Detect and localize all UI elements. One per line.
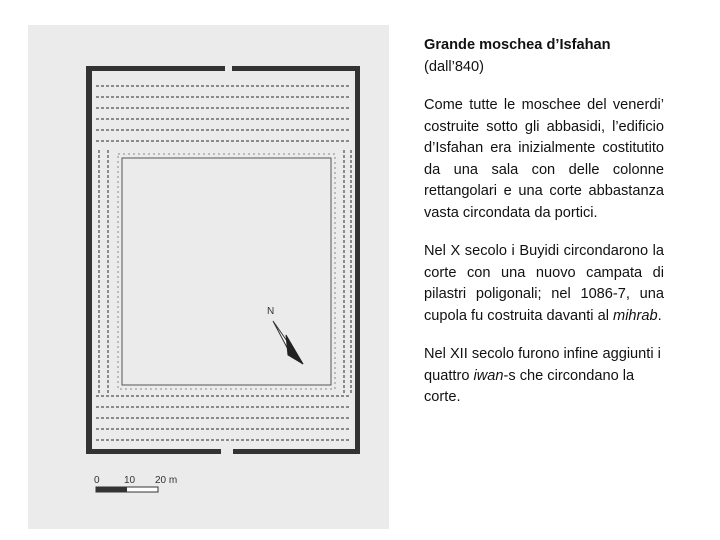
scale-label-20: 20 m <box>155 475 178 486</box>
page-title: Grande moschea d’Isfahan <box>424 37 611 53</box>
iwan-term: iwan <box>473 367 504 384</box>
courtyard <box>122 158 331 385</box>
north-arrow-label: N <box>267 306 275 317</box>
page-subtitle: (dall’840) <box>424 58 485 75</box>
mosque-floor-plan <box>28 25 389 529</box>
paragraph-abbasid: Come tutte le moschee del venerdi’ costruite sotto gli abbasidi, l’edificio d’Isfahan era inizialmente costitutito da una sala con delle colonne rettangolari e una corte abbastanza vasta circondata da portici. <box>424 97 664 221</box>
scale-bar <box>94 475 177 492</box>
paragraph-iwan <box>424 344 664 409</box>
paragraph-buyid-text: Nel X secolo i Buyidi circondarono la corte con una nuovo campata di pilastri poligonali; nel 1086-7, una cupola fu costruita davanti al <box>424 243 664 324</box>
mihrab-term: mihrab <box>613 307 658 324</box>
paragraph-buyid <box>424 241 664 327</box>
paragraph-iwan-end: -s che circondano la corte. <box>424 367 635 405</box>
scale-label-10: 10 <box>124 475 136 486</box>
scale-bar-fill <box>96 487 127 492</box>
floor-plan-drawing <box>28 25 389 529</box>
scale-label-0: 0 <box>94 475 100 486</box>
paragraph-iwan-text: Nel XII secolo furono infine aggiunti i quattro <box>424 346 661 384</box>
description-column <box>424 35 664 426</box>
paragraph-buyid-end: . <box>657 307 662 324</box>
